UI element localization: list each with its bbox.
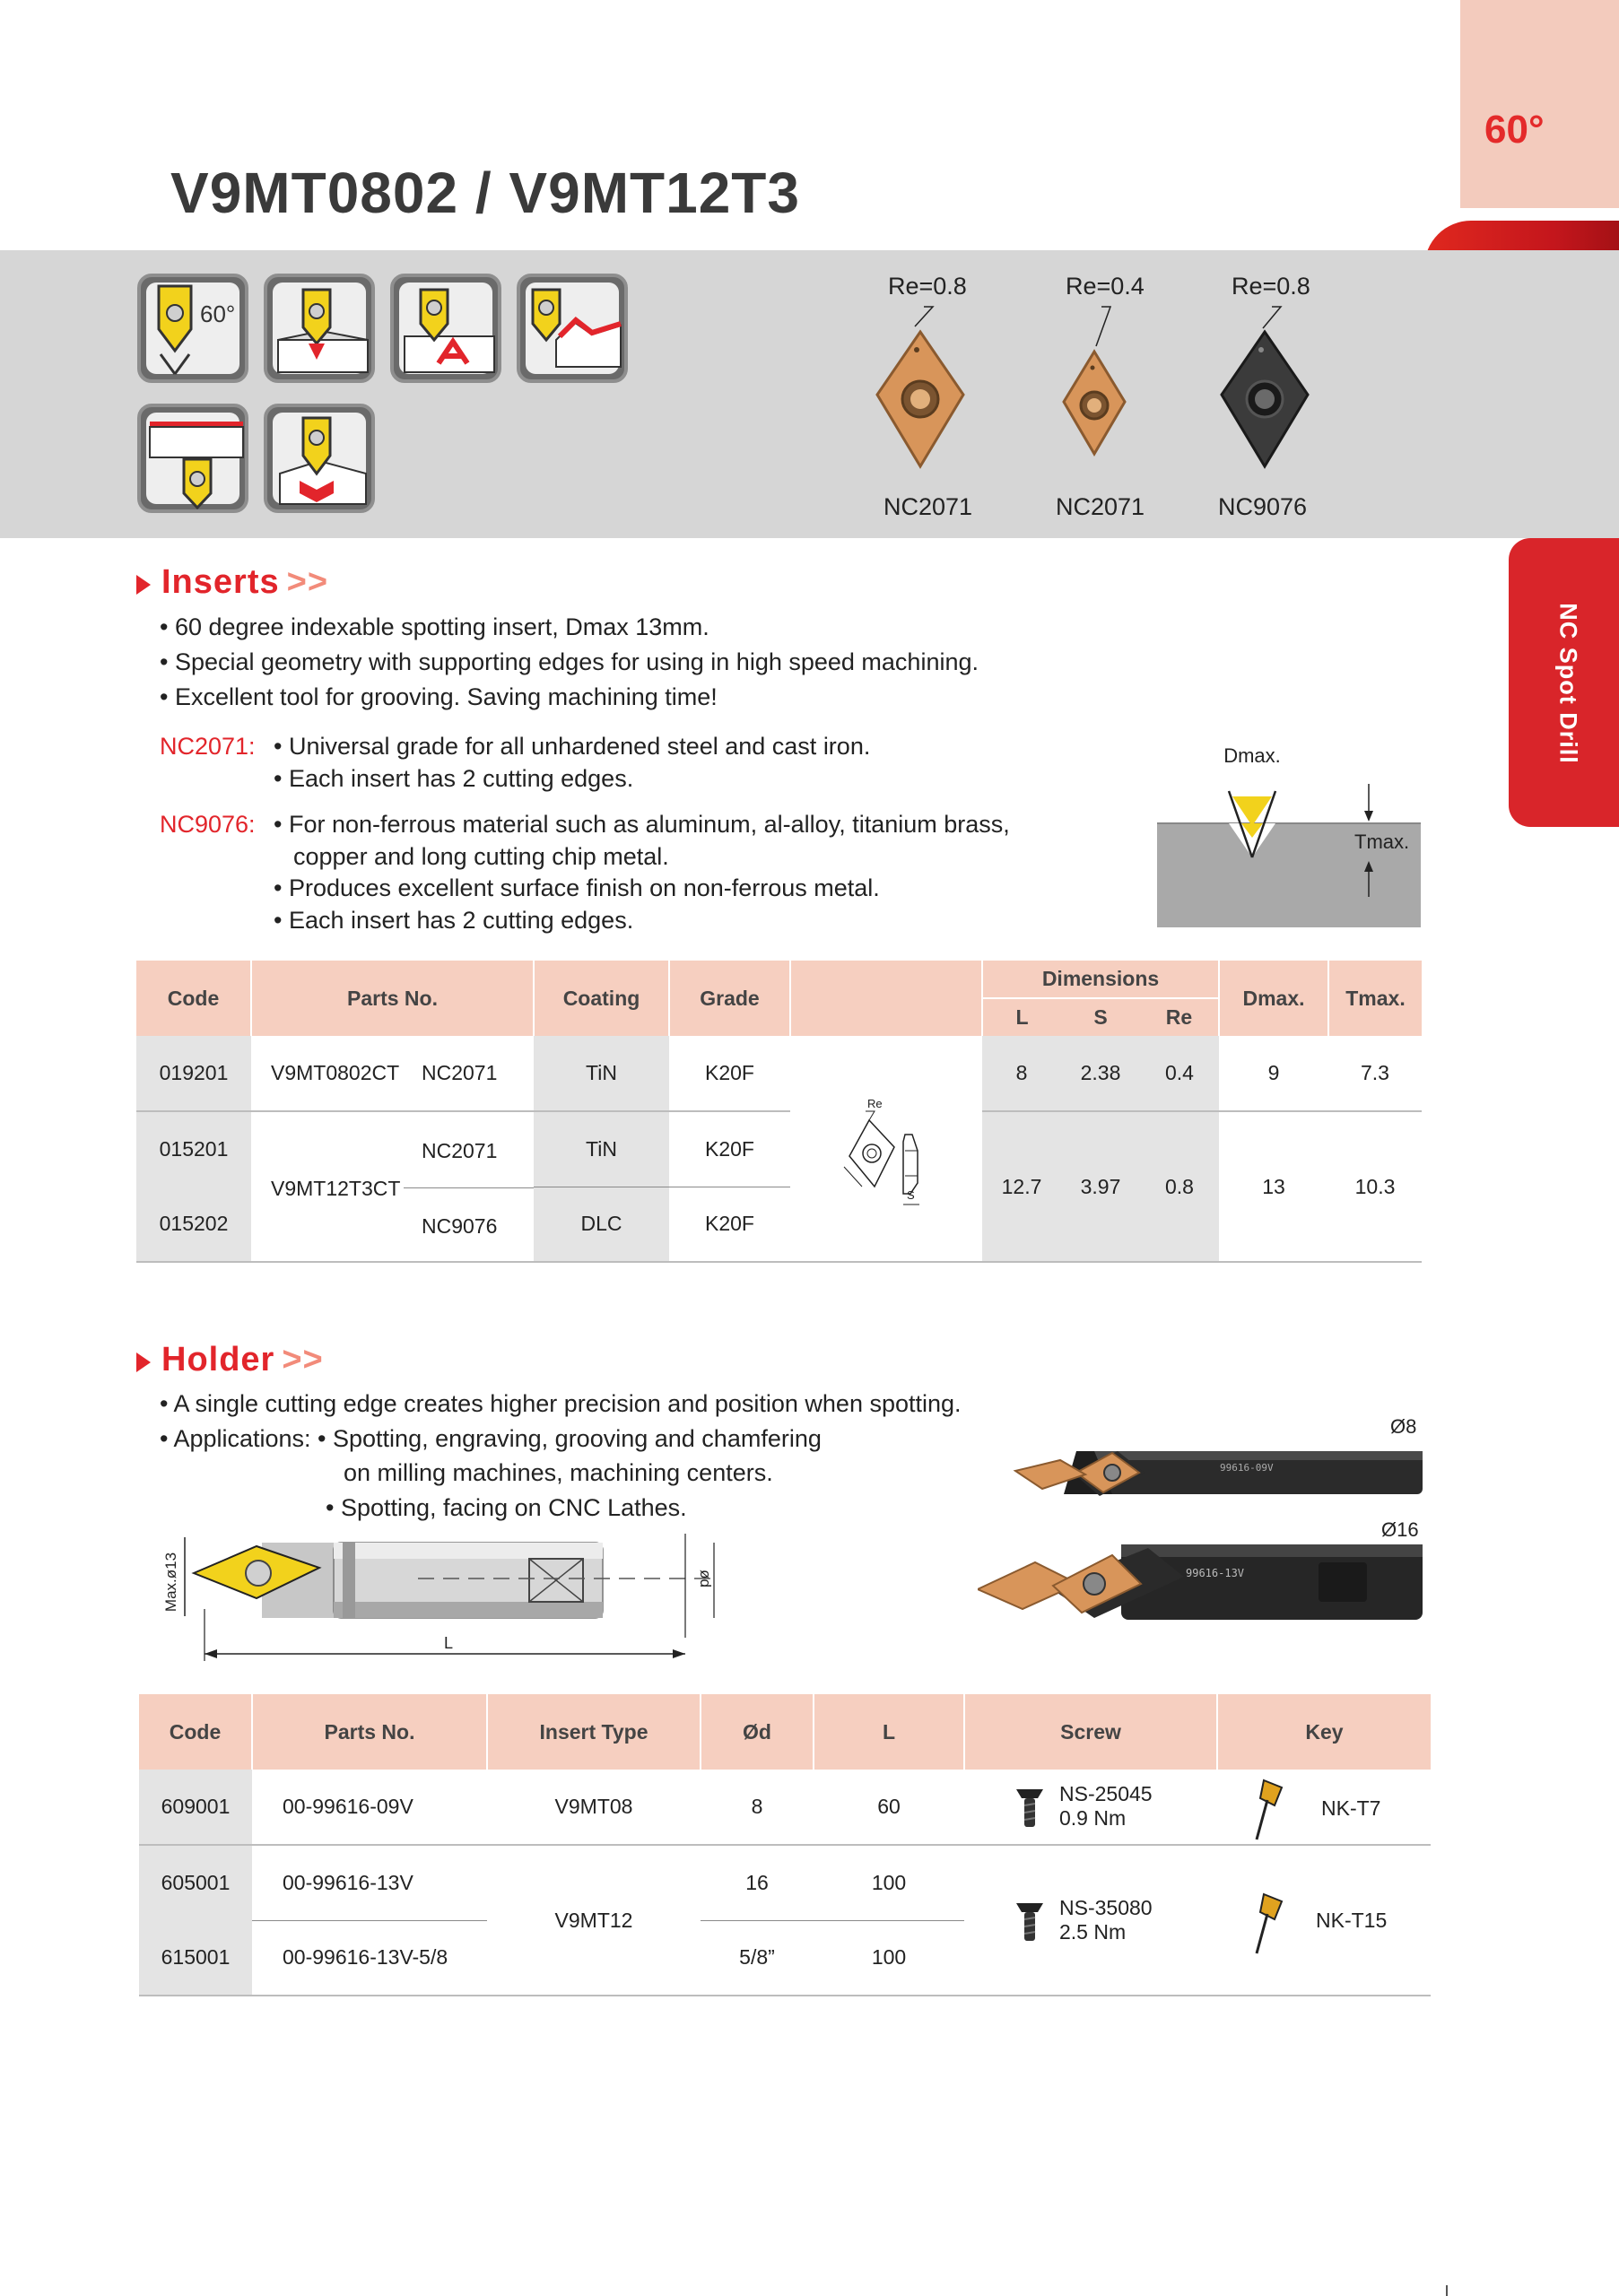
grade-nc2071-line-1: • Universal grade for all unhardened steel and cast iron.	[274, 733, 871, 760]
row-screw: NS-35080	[1059, 1896, 1153, 1919]
side-category-label: NC Spot Drill	[1554, 603, 1582, 764]
row-key-cell	[1217, 1770, 1431, 1845]
grade-nc9076-name: NC9076:	[160, 811, 256, 838]
grooving-icon	[517, 274, 628, 383]
col-re: Re	[1140, 998, 1219, 1036]
length-label: L	[443, 1634, 454, 1652]
angle-60-icon	[137, 274, 248, 383]
row-insert-type: V9MT08	[554, 1795, 633, 1818]
col-parts: Parts No.	[252, 1694, 487, 1770]
max-d-label: Max.ø13	[162, 1552, 179, 1613]
grade-nc2071-line-2: • Each insert has 2 cutting edges.	[274, 765, 634, 792]
holder-bullet-1: • A single cutting edge creates higher precision and position when spotting.	[160, 1390, 962, 1417]
key-icon	[1251, 1775, 1287, 1843]
holder-bullet-4: • Spotting, facing on CNC Lathes.	[326, 1494, 687, 1521]
screw-icon	[1014, 1900, 1045, 1944]
col-key: Key	[1217, 1694, 1431, 1770]
spot-depth-diagram	[1155, 743, 1424, 931]
row-od: 8	[751, 1795, 763, 1818]
insert-nc2071-small	[1064, 352, 1125, 454]
holder-bullet-3: on milling machines, machining centers.	[344, 1459, 773, 1486]
row-parts: 00-99616-09V	[283, 1795, 413, 1818]
row-code: 609001	[139, 1770, 252, 1845]
page-title: V9MT0802 / V9MT12T3	[170, 161, 800, 225]
angle-60-label: 60°	[200, 300, 236, 327]
col-l: L	[982, 998, 1061, 1036]
insert-nc2071-large	[877, 332, 963, 466]
col-tmax: Tmax.	[1328, 961, 1422, 1036]
row-code: 015201	[136, 1111, 251, 1187]
key-icon	[1251, 1889, 1287, 1957]
row-l: 100	[871, 1945, 907, 1970]
row-l: 12.7	[982, 1111, 1061, 1262]
photo-d16-engraving: 99616-13V	[1186, 1567, 1245, 1579]
row-code: 019201	[136, 1036, 251, 1111]
row-grade: K20F	[669, 1111, 790, 1187]
insert-sketch	[819, 1079, 953, 1213]
row-coating: TiN	[534, 1111, 669, 1187]
insert-images	[861, 296, 1327, 493]
col-code: Code	[139, 1694, 252, 1770]
row-s: 3.97	[1061, 1111, 1140, 1262]
row-grade-no: NC2071	[422, 1139, 498, 1162]
row-re: 0.8	[1140, 1111, 1219, 1262]
row-od: 16	[701, 1845, 814, 1920]
row-insert-type: V9MT12	[487, 1845, 701, 1996]
chamfer-icon	[264, 274, 375, 383]
inserts-heading: Inserts >>	[161, 563, 329, 601]
col-parts: Parts No.	[251, 961, 534, 1036]
row-parts: V9MT0802CT	[271, 1061, 400, 1084]
insert-3-grade: NC9076	[1218, 493, 1308, 520]
col-s: S	[1061, 998, 1140, 1036]
row-parts-merged	[251, 1111, 534, 1262]
row-l: 100	[814, 1845, 964, 1920]
grade-nc9076-line-4: • Each insert has 2 cutting edges.	[274, 907, 634, 934]
col-l: L	[814, 1694, 964, 1770]
row-od: 5/8”	[739, 1945, 775, 1970]
insert-2-grade: NC2071	[1056, 493, 1145, 520]
row-tmax: 7.3	[1361, 1061, 1389, 1084]
insert-3-re: Re=0.8	[1232, 273, 1310, 300]
facing-icon	[137, 404, 248, 513]
col-screw: Screw	[964, 1694, 1217, 1770]
col-od: Ød	[701, 1694, 814, 1770]
row-key: NK-T7	[1321, 1796, 1381, 1820]
row-parts: V9MT12T3CT	[271, 1177, 401, 1200]
engraving-icon	[390, 274, 501, 383]
holder-bullet-2: • Applications: • Spotting, engraving, grooving and chamfering	[160, 1425, 822, 1452]
grade-nc2071-name: NC2071:	[160, 733, 256, 760]
col-dmax: Dmax.	[1219, 961, 1328, 1036]
col-sketch	[790, 961, 982, 1036]
holder-photos	[978, 1433, 1426, 1631]
col-grade: Grade	[669, 961, 790, 1036]
row-grade-no: NC2071	[422, 1061, 498, 1084]
inserts-bullet-1: • 60 degree indexable spotting insert, Dmax 13mm.	[160, 613, 709, 640]
row-parts: 00-99616-13V	[252, 1845, 487, 1920]
row-dmax: 9	[1267, 1061, 1280, 1084]
row-key: NK-T15	[1316, 1909, 1388, 1932]
row-parts: 00-99616-13V-5/8	[283, 1945, 448, 1970]
holder-drawing	[158, 1519, 741, 1675]
grade-nc9076-line-3: • Produces excellent surface finish on non-ferrous metal.	[274, 874, 880, 901]
corner-tab	[1460, 0, 1619, 208]
insert-nc9076	[1222, 332, 1308, 466]
corner-angle-label: 60°	[1484, 108, 1545, 152]
section-arrow-icon	[136, 1352, 151, 1372]
insert-1-re: Re=0.8	[888, 273, 967, 300]
insert-sketch-cell	[790, 1036, 982, 1262]
dmax-label: Dmax.	[1223, 744, 1281, 767]
photo-d8-engraving: 99616-09V	[1220, 1462, 1274, 1474]
holder-table	[139, 1694, 1431, 1996]
row-coating: DLC	[534, 1187, 669, 1262]
spotting-icon	[264, 404, 375, 513]
table-row	[139, 1845, 1431, 1920]
row-s: 2.38	[1061, 1036, 1140, 1111]
col-code: Code	[136, 961, 251, 1036]
row-grade: K20F	[705, 1061, 754, 1084]
row-re: 0.4	[1140, 1036, 1219, 1111]
section-arrow-icon	[136, 575, 151, 595]
grade-nc9076-line-1: • For non-ferrous material such as aluminum, al-alloy, titanium brass,	[274, 811, 1010, 838]
col-dimensions: Dimensions	[982, 961, 1219, 998]
page-edge-mark	[1446, 2285, 1448, 2296]
col-insert-type: Insert Type	[487, 1694, 701, 1770]
row-screw: NS-25045	[1059, 1782, 1153, 1805]
table-row	[136, 1036, 1422, 1111]
row-l: 60	[877, 1795, 901, 1818]
col-coating: Coating	[534, 961, 669, 1036]
row-screw-cell	[964, 1770, 1217, 1845]
row-screw-cell	[964, 1845, 1217, 1996]
tmax-label: Tmax.	[1354, 831, 1410, 853]
od-label: ød	[697, 1570, 714, 1587]
screw-icon	[1014, 1786, 1045, 1831]
insert-1-grade: NC2071	[883, 493, 973, 520]
row-grade-no: NC9076	[422, 1214, 498, 1238]
row-key-cell	[1217, 1845, 1431, 1996]
row-torque: 0.9 Nm	[1059, 1806, 1127, 1830]
insert-2-re: Re=0.4	[1066, 273, 1145, 300]
row-code: 615001	[139, 1920, 252, 1996]
row-l: 8	[982, 1036, 1061, 1111]
row-dmax: 13	[1219, 1111, 1328, 1262]
sketch-s-label: S	[907, 1187, 915, 1202]
row-code: 015202	[136, 1187, 251, 1262]
row-tmax: 10.3	[1328, 1111, 1422, 1262]
row-grade: K20F	[705, 1212, 754, 1236]
row-coating: TiN	[534, 1036, 669, 1111]
inserts-bullet-2: • Special geometry with supporting edges for using in high speed machining.	[160, 648, 979, 675]
row-code: 605001	[139, 1845, 252, 1920]
holder-heading: Holder >>	[161, 1341, 324, 1378]
photo-d8-label: Ø8	[1390, 1415, 1417, 1438]
table-row	[136, 1111, 1422, 1187]
row-torque: 2.5 Nm	[1059, 1920, 1127, 1944]
sketch-re-label: Re	[867, 1096, 883, 1110]
inserts-bullet-3: • Excellent tool for grooving. Saving machining time!	[160, 683, 718, 710]
grade-nc9076-line-2: copper and long cutting chip metal.	[293, 843, 669, 870]
table-row	[139, 1770, 1431, 1845]
inserts-table	[136, 961, 1422, 1263]
photo-d16-label: Ø16	[1381, 1518, 1419, 1541]
